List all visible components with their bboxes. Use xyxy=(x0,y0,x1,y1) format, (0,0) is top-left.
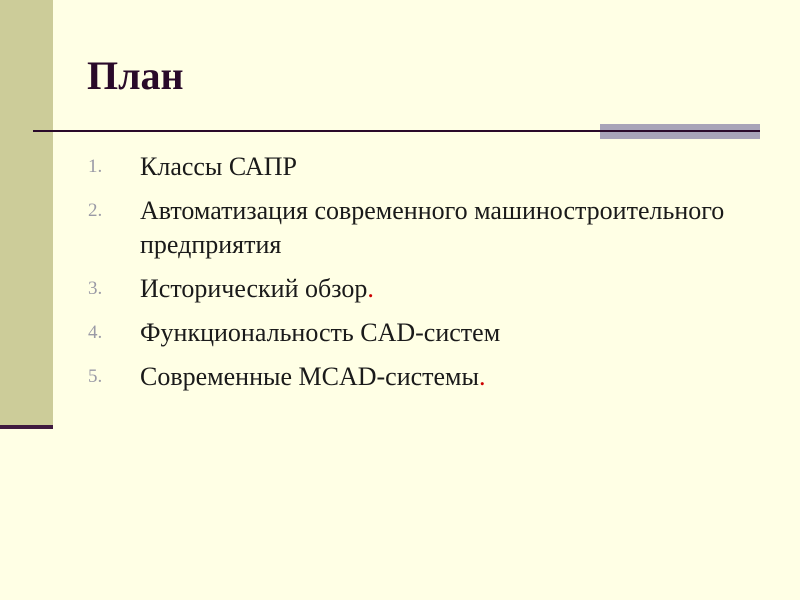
list-item-text: Исторический обзор xyxy=(140,274,368,303)
list-item-suffix: . xyxy=(478,362,486,391)
title-underline xyxy=(33,130,600,132)
left-bar-accent-line xyxy=(0,425,53,429)
list-item-number: 4. xyxy=(88,322,103,343)
list-item xyxy=(88,360,778,394)
list-item-number: 1. xyxy=(88,156,103,177)
list-item xyxy=(88,272,778,306)
list-item-number: 5. xyxy=(88,366,103,387)
title-rule-block-line xyxy=(600,130,760,132)
list-item-text: Автоматизация современного машиностроительного предприятия xyxy=(140,196,725,259)
list-item xyxy=(88,316,778,350)
list-item xyxy=(88,150,778,184)
list-item-text: Классы САПР xyxy=(140,152,297,181)
plan-list xyxy=(88,150,778,404)
list-item-number: 3. xyxy=(88,278,103,299)
left-decorative-bar xyxy=(0,0,53,425)
list-item-text: Современные MCAD-системы xyxy=(140,362,479,391)
list-item xyxy=(88,194,778,262)
list-item-suffix: . xyxy=(367,274,374,303)
slide-title: План xyxy=(87,53,184,98)
list-item-number: 2. xyxy=(88,200,103,221)
list-item-text: Функциональность CAD-систем xyxy=(140,318,501,347)
